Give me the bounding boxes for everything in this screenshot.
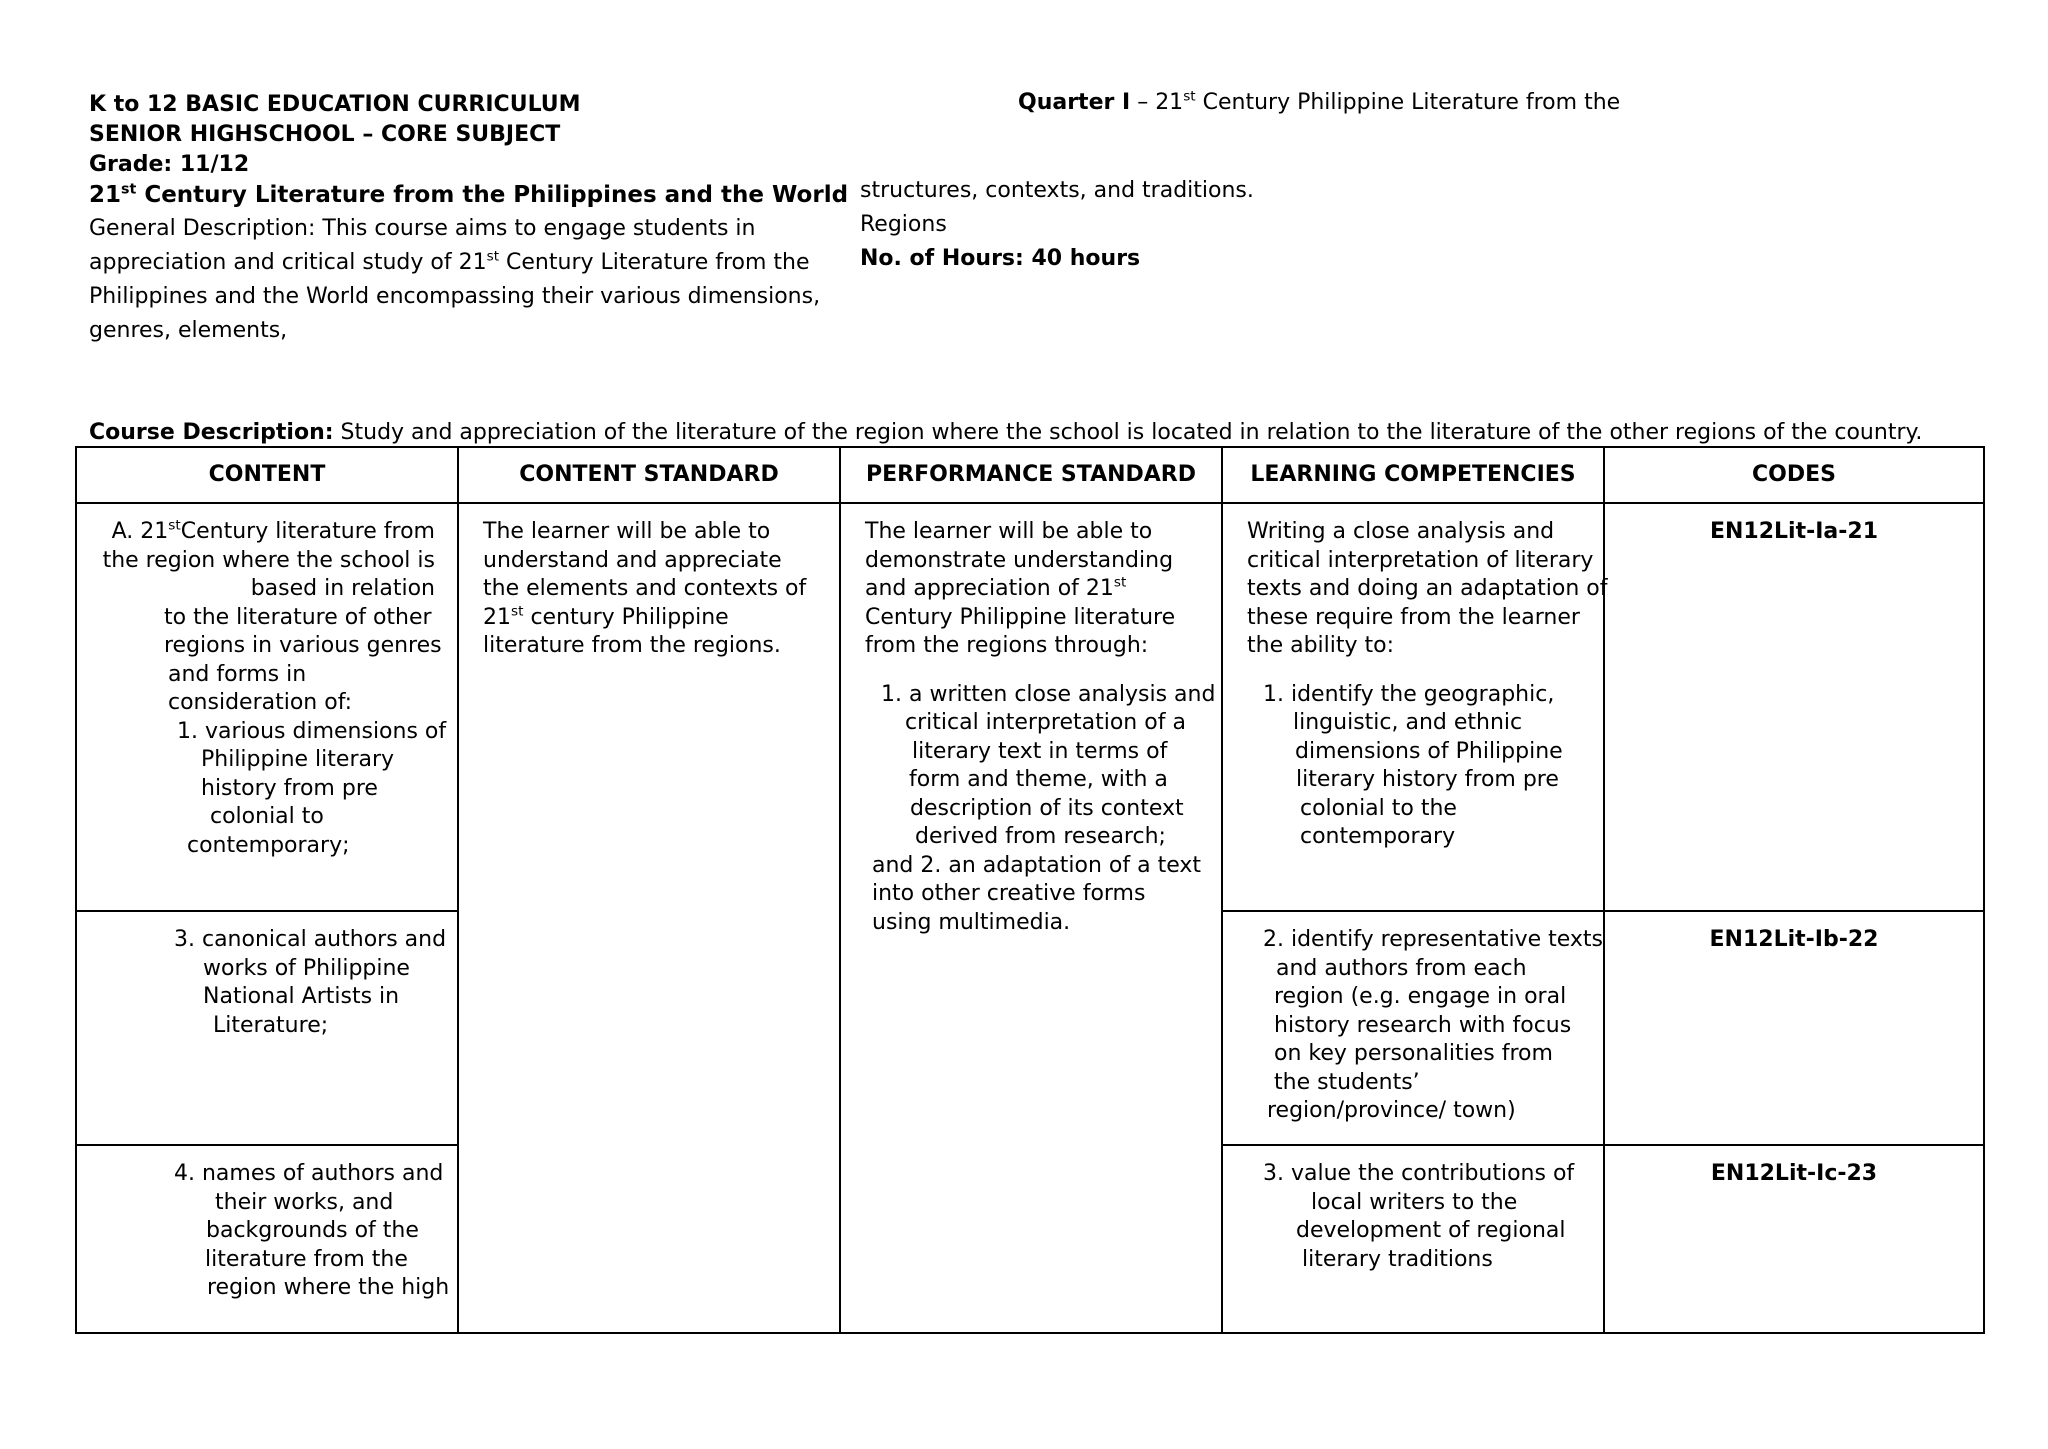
code-value: EN12Lit-Ib-22: [1709, 927, 1879, 952]
content-line: backgrounds of the: [206, 1218, 419, 1243]
header-content-standard: CONTENT STANDARD: [458, 447, 840, 503]
ps-line: Century Philippine literature: [865, 604, 1176, 630]
comp-line: history research with focus: [1274, 1012, 1572, 1038]
content-line: works of Philippine: [203, 955, 410, 981]
comp-line: literary history from pre: [1296, 767, 1559, 792]
comp-line: dimensions of Philippine: [1295, 738, 1563, 764]
content-line: literature from the: [205, 1246, 408, 1272]
course-title: 21st Century Literature from the Philippines and the World: [89, 181, 849, 208]
content-line: Philippine literary: [201, 747, 395, 772]
content-line: history from pre: [201, 775, 378, 801]
ps-line: form and theme, with a: [909, 767, 1168, 792]
content-line: region where the high: [207, 1275, 450, 1300]
ps-line: using multimedia.: [872, 909, 1071, 935]
code-cell: [1604, 503, 1984, 911]
document-header: [89, 90, 849, 348]
code-value: EN12Lit-Ia-21: [1709, 519, 1879, 544]
content-line: the region where the school is: [102, 547, 435, 573]
comp-line: on key personalities from: [1274, 1041, 1553, 1066]
hours: No. of Hours: 40 hours: [860, 246, 1141, 271]
description-tail: structures, contexts, and traditions.: [860, 178, 1254, 203]
content-line: National Artists in: [203, 984, 400, 1009]
content-cell: [76, 911, 458, 1145]
curriculum-title: K to 12 BASIC EDUCATION CURRICULUM: [89, 92, 581, 117]
code-value: EN12Lit-Ic-23: [1710, 1161, 1878, 1186]
ps-line: demonstrate understanding: [865, 547, 1174, 573]
content-standard-text: The learner will be able to understand and appreciate the elements and contexts of 21st century Philippine literature from the regions.: [483, 519, 807, 658]
comp-line: Writing a close analysis and: [1247, 519, 1555, 544]
ps-line: literary text in terms of: [912, 738, 1168, 764]
comp-line: 1. identify the geographic,: [1263, 681, 1555, 707]
comp-line: contemporary: [1300, 824, 1456, 849]
comp-line: critical interpretation of literary: [1247, 547, 1594, 573]
comp-line: these require from the learner: [1247, 604, 1580, 630]
performance-standard-cell: [840, 503, 1222, 1333]
grade-level: Grade: 11/12: [89, 152, 250, 177]
header-codes: CODES: [1604, 447, 1984, 503]
comp-line: literary traditions: [1302, 1246, 1493, 1272]
content-line: based in relation: [250, 576, 435, 601]
header-performance-standard: PERFORMANCE STANDARD: [840, 447, 1222, 503]
table-row: [76, 503, 1984, 911]
comp-line: and authors from each: [1276, 955, 1527, 981]
table-header-row: [76, 447, 1984, 503]
content-standard-cell: [458, 503, 840, 1333]
header-learning-competencies: LEARNING COMPETENCIES: [1222, 447, 1604, 503]
content-line: 1. various dimensions of: [177, 718, 447, 744]
ps-line: into other creative forms: [872, 881, 1146, 906]
quarter-heading: Quarter I – 21st Century Philippine Literature from the: [1018, 88, 1621, 115]
comp-line: the students’: [1274, 1069, 1420, 1095]
comp-line: 3. value the contributions of: [1263, 1161, 1575, 1186]
content-cell: [76, 503, 458, 911]
curriculum-table: [75, 446, 1985, 1334]
competency-cell: [1222, 503, 1608, 911]
header-content: CONTENT: [76, 447, 458, 503]
content-line: colonial to: [210, 804, 324, 829]
content-line: contemporary;: [187, 832, 350, 858]
description-continuation: [860, 174, 1254, 276]
content-line: and forms in: [168, 661, 307, 687]
general-description: General Description: This course aims to engage students in appreciation and critical study of 21st Century Literature from the Philippines and the World encompassing their various dimensions, genres, elements,: [89, 216, 821, 343]
comp-line: local writers to the: [1311, 1189, 1518, 1215]
comp-line: texts and doing an adaptation of: [1247, 576, 1608, 601]
comp-line: 2. identify representative texts: [1263, 927, 1604, 952]
content-line: consideration of:: [168, 690, 353, 715]
ps-line: from the regions through:: [865, 633, 1149, 658]
content-line: regions in various genres: [164, 633, 442, 658]
ps-line: critical interpretation of a: [905, 710, 1186, 735]
comp-line: linguistic, and ethnic: [1293, 710, 1523, 735]
comp-line: region/province/ town): [1267, 1098, 1516, 1123]
ps-line: The learner will be able to: [865, 519, 1153, 544]
ps-line: 1. a written close analysis and: [881, 681, 1216, 707]
course-description: Course Description: Study and appreciation of the literature of the region where the school is located in relation to the literature of the other regions of the country.: [89, 420, 1923, 445]
quarter-tail: Regions: [860, 212, 947, 237]
comp-line: the ability to:: [1247, 633, 1395, 658]
comp-line: development of regional: [1296, 1218, 1566, 1243]
content-line: 3. canonical authors and: [174, 927, 447, 952]
code-cell: [1604, 1145, 1984, 1333]
content-line: A. 21stCentury literature from: [111, 517, 435, 544]
ps-line: and 2. an adaptation of a text: [872, 852, 1202, 878]
content-line: 4. names of authors and: [174, 1161, 444, 1186]
content-line: Literature;: [213, 1012, 329, 1038]
content-cell: [76, 1145, 458, 1333]
competency-cell: [1222, 911, 1604, 1145]
comp-line: region (e.g. engage in oral: [1274, 984, 1567, 1009]
ps-line: description of its context: [910, 795, 1184, 821]
content-line: to the literature of other: [164, 604, 432, 630]
comp-line: colonial to the: [1300, 795, 1457, 821]
competency-cell: [1222, 1145, 1604, 1333]
ps-line: derived from research;: [915, 824, 1166, 849]
content-line: their works, and: [215, 1189, 394, 1215]
subject-type: SENIOR HIGHSCHOOL – CORE SUBJECT: [89, 122, 561, 147]
code-cell: [1604, 911, 1984, 1145]
ps-line: and appreciation of 21st: [865, 574, 1127, 601]
